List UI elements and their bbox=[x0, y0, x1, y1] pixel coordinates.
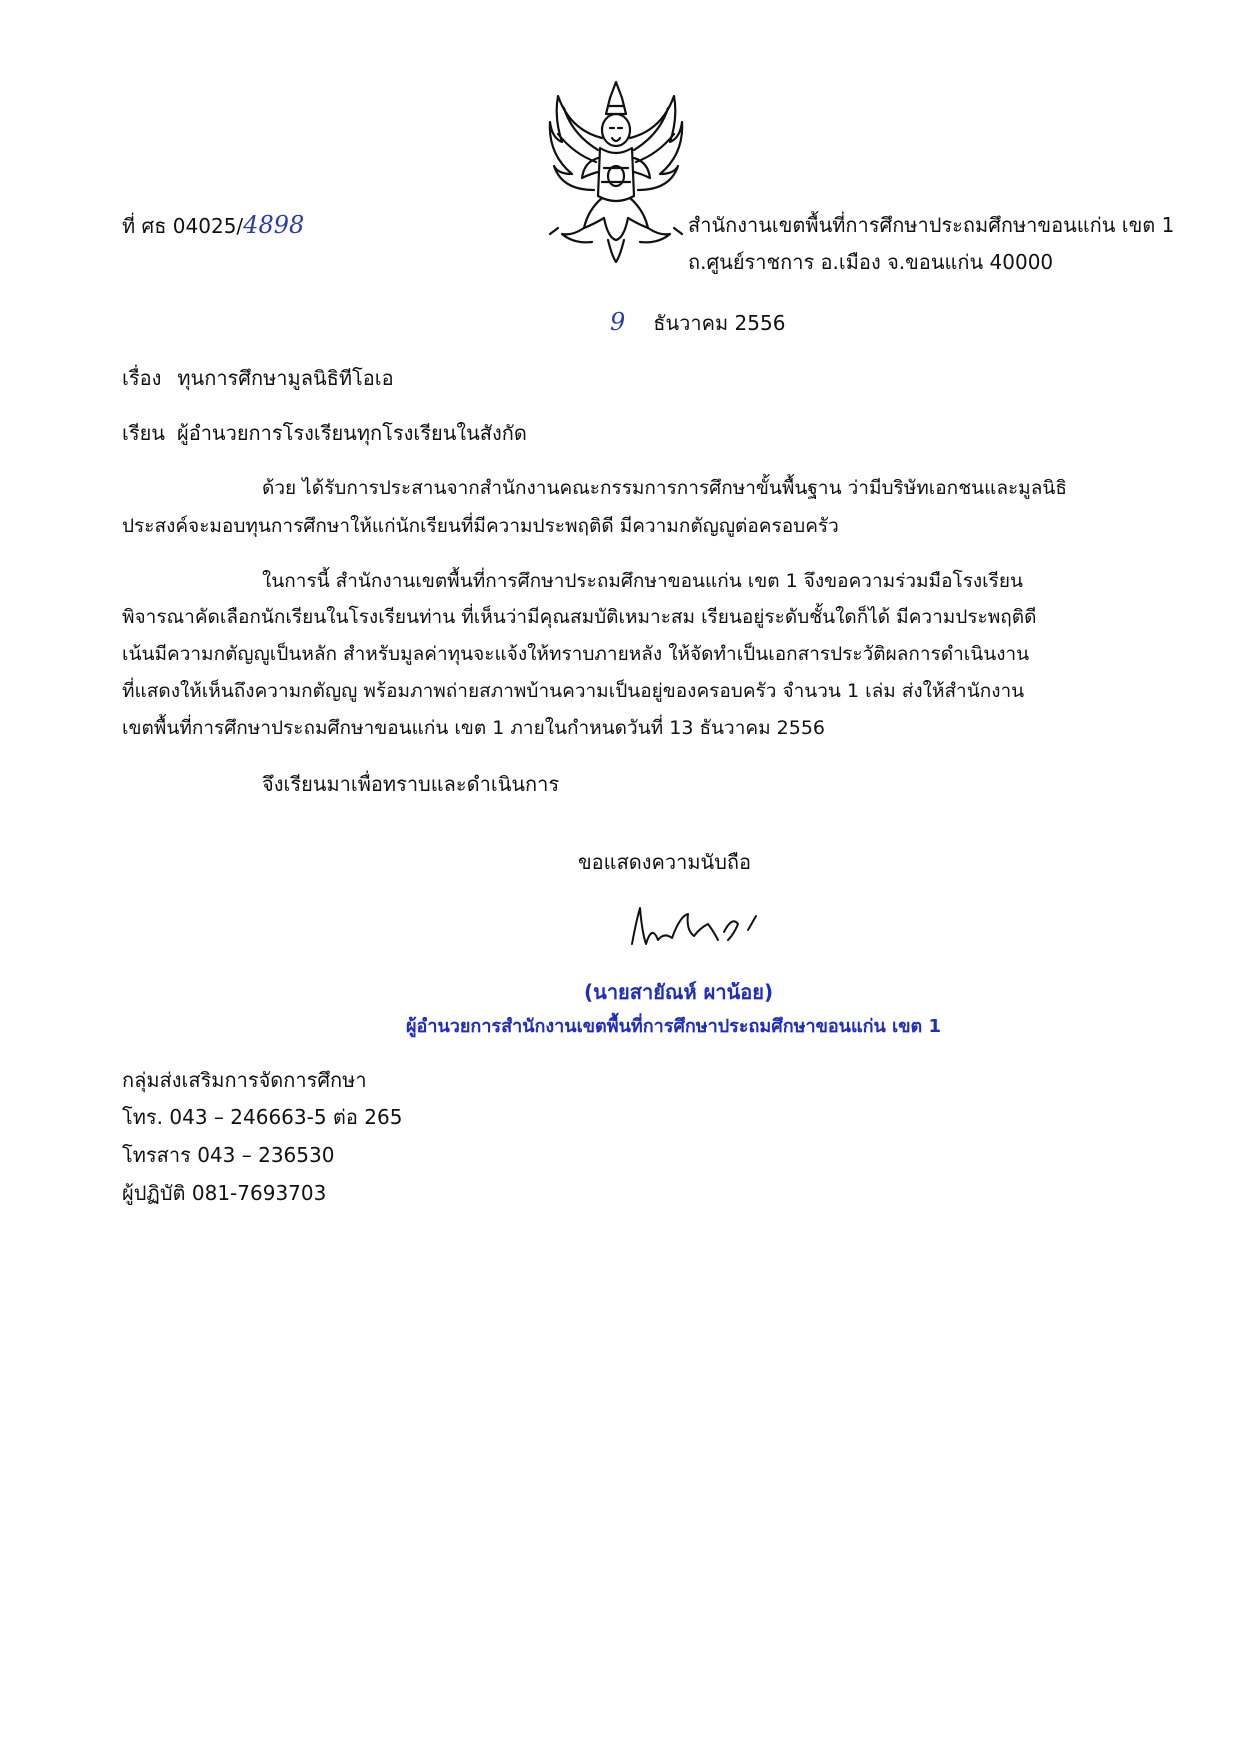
garuda-emblem-icon bbox=[548, 78, 684, 266]
reference-prefix: ที่ ศธ 04025/ bbox=[122, 214, 244, 238]
handwritten-signature bbox=[628, 902, 768, 950]
body-paragraph-2-line-3: เน้นมีความกตัญญูเป็นหลัก สำหรับมูลค่าทุนจะแจ้งให้ทราบภายหลัง ให้จัดทำเป็นเอกสารประวัติผลการดำเนินงาน bbox=[122, 643, 1030, 665]
body-paragraph-1-line-1: ด้วย ได้รับการประสานจากสำนักงานคณะกรรมการการศึกษาขั้นพื้นฐาน ว่ามีบริษัทเอกชนและมูลนิธิ bbox=[262, 477, 1067, 499]
contact-officer: ผู้ปฏิบัติ 081-7693703 bbox=[122, 1181, 327, 1205]
contact-phone: โทร. 043 – 246663-5 ต่อ 265 bbox=[122, 1105, 403, 1129]
recipient-line bbox=[122, 419, 527, 447]
body-paragraph-2-line-1: ในการนี้ สำนักงานเขตพื้นที่การศึกษาประถมศึกษาขอนแก่น เขต 1 จึงขอความร่วมมือโรงเรียน bbox=[262, 570, 1023, 592]
body-paragraph-1-line-2: ประสงค์จะมอบทุนการศึกษาให้แก่นักเรียนที่มีความประพฤติดี มีความกตัญญูต่อครอบครัว bbox=[122, 515, 839, 537]
date-handwritten-day: 9 bbox=[610, 308, 626, 336]
date-month-year: ธันวาคม 2556 bbox=[653, 311, 786, 335]
signer-name: (นายสายัณห์ ผาน้อย) bbox=[584, 980, 774, 1004]
reference-handwritten-number: 4898 bbox=[243, 211, 305, 239]
office-name: สำนักงานเขตพื้นที่การศึกษาประถมศึกษาขอนแก่น เขต 1 bbox=[688, 213, 1175, 237]
document-date bbox=[610, 308, 785, 337]
recipient-label: เรียน bbox=[122, 421, 165, 445]
subject-line bbox=[122, 364, 394, 392]
recipient-text: ผู้อำนวยการโรงเรียนทุกโรงเรียนในสังกัด bbox=[176, 421, 527, 445]
signer-title: ผู้อำนวยการสำนักงานเขตพื้นที่การศึกษาประถมศึกษาขอนแก่น เขต 1 bbox=[406, 1016, 941, 1037]
closing-line: จึงเรียนมาเพื่อทราบและดำเนินการ bbox=[262, 772, 560, 796]
body-paragraph-2-line-4: ที่แสดงให้เห็นถึงความกตัญญู พร้อมภาพถ่ายสภาพบ้านความเป็นอยู่ของครอบครัว จำนวน 1 เล่ม ส่งให้สำนักงาน bbox=[122, 680, 1025, 702]
subject-text: ทุนการศึกษามูลนิธิทีโอเอ bbox=[177, 366, 394, 390]
body-paragraph-2-line-5: เขตพื้นที่การศึกษาประถมศึกษาขอนแก่น เขต 1 ภายในกำหนดวันที่ 13 ธันวาคม 2556 bbox=[122, 717, 826, 739]
subject-label: เรื่อง bbox=[122, 366, 162, 390]
regards: ขอแสดงความนับถือ bbox=[578, 850, 752, 874]
body-paragraph-2-line-2: พิจารณาคัดเลือกนักเรียนในโรงเรียนท่าน ที่เห็นว่ามีคุณสมบัติเหมาะสม เรียนอยู่ระดับชั้นใดก็ได้ มีความประพฤติดี bbox=[122, 606, 1037, 628]
reference-number bbox=[122, 211, 304, 240]
contact-fax: โทรสาร 043 – 236530 bbox=[122, 1143, 335, 1167]
contact-group: กลุ่มส่งเสริมการจัดการศึกษา bbox=[122, 1068, 367, 1092]
office-address: ถ.ศูนย์ราชการ อ.เมือง จ.ขอนแก่น 40000 bbox=[688, 250, 1054, 274]
